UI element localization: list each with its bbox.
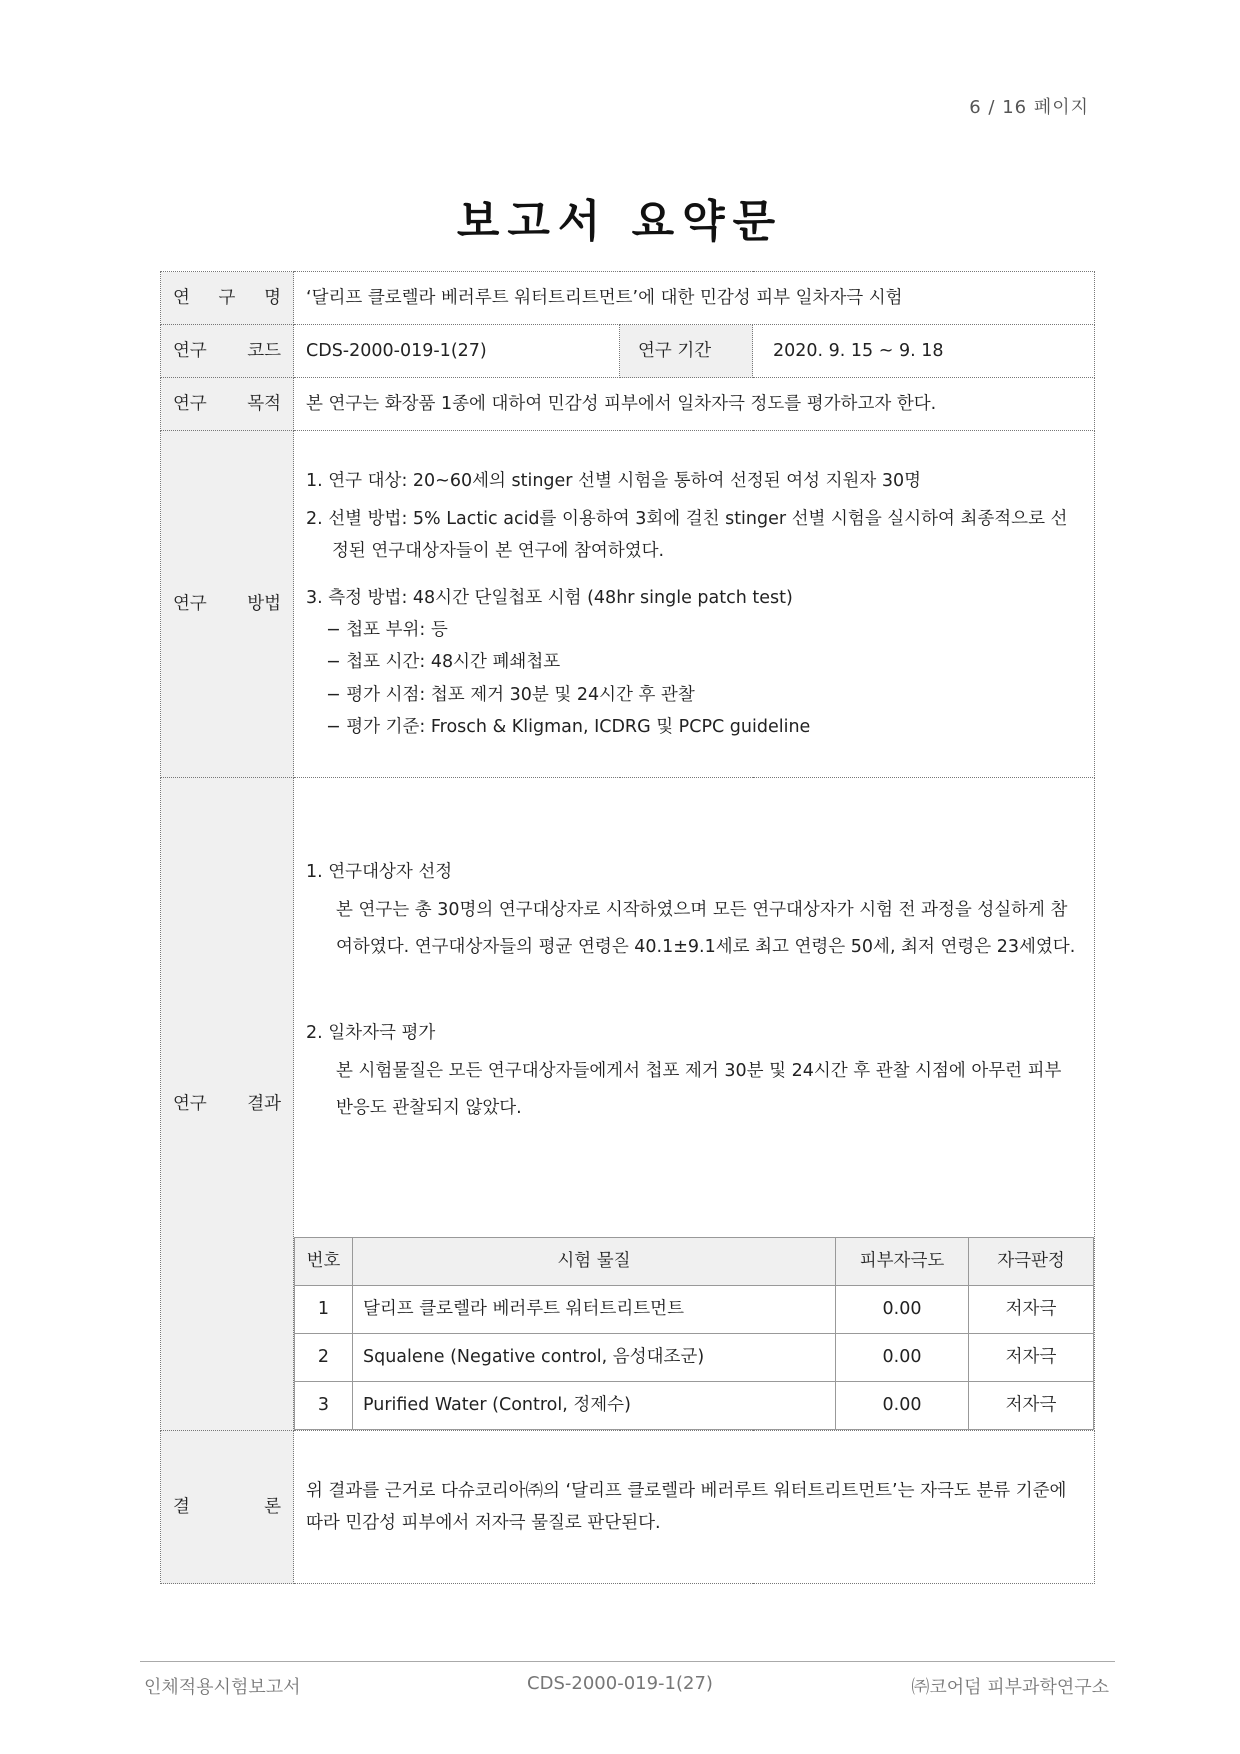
- conclusion: 위 결과를 근거로 다슈코리아㈜의 ‘달리프 클로렐라 베러루트 워터트리트먼트’는 자극도 분류 기준에 따라 민감성 피부에서 저자극 물질로 판단된다.: [294, 1431, 1095, 1584]
- cell-material: 달리프 클로렐라 베러루트 워터트리트먼트: [353, 1286, 836, 1334]
- cell-number: 1: [295, 1286, 353, 1334]
- label-study-period: 연구 기간: [620, 325, 753, 378]
- cell-material: Purified Water (Control, 정제수): [353, 1382, 836, 1430]
- method-item-3: 3. 측정 방법: 48시간 단일첩포 시험 (48hr single patch test): [306, 587, 793, 608]
- row-study-code: [161, 325, 1095, 378]
- results-text: [294, 778, 1094, 1237]
- method: [294, 431, 1095, 778]
- row-results: [161, 778, 1095, 1431]
- results: [294, 778, 1095, 1431]
- row-conclusion: [161, 1431, 1095, 1584]
- method-sub-3: − 평가 시점: 첩포 제거 30분 및 24시간 후 관찰: [326, 684, 695, 705]
- cell-judgment: 저자극: [969, 1286, 1094, 1334]
- cell-irritation: 0.00: [836, 1382, 969, 1430]
- table-row: [295, 1334, 1094, 1382]
- cell-number: 2: [295, 1334, 353, 1382]
- method-item-2: 2. 선별 방법: 5% Lactic acid를 이용하여 3회에 걸친 stinger 선별 시험을 실시하여 최종적으로 선정된 연구대상자들이 본 연구에 참여하였다.: [306, 508, 1068, 562]
- label-study-name: 연 구 명: [161, 272, 294, 325]
- row-purpose: [161, 378, 1095, 431]
- row-study-name: [161, 272, 1095, 325]
- row-method: [161, 431, 1095, 778]
- table-row: [295, 1286, 1094, 1334]
- label-conclusion: 결 론: [161, 1431, 294, 1584]
- footer-left: 인체적용시험보고서: [144, 1677, 301, 1698]
- footer-divider: [140, 1661, 1115, 1662]
- result-table: [294, 1237, 1094, 1430]
- table-row: [295, 1382, 1094, 1430]
- header-irritation: 피부자극도: [836, 1238, 969, 1286]
- header-judgment: 자극판정: [969, 1238, 1094, 1286]
- page-title: 보고서 요약문: [456, 196, 784, 247]
- label-results: 연구 결과: [161, 778, 294, 1431]
- result-table-header: [295, 1238, 1094, 1286]
- cell-judgment: 저자극: [969, 1334, 1094, 1382]
- study-period: 2020. 9. 15 ~ 9. 18: [753, 325, 1095, 378]
- cell-material: Squalene (Negative control, 음성대조군): [353, 1334, 836, 1382]
- method-sub-1: − 첩포 부위: 등: [326, 620, 448, 640]
- purpose: 본 연구는 화장품 1종에 대하여 민감성 피부에서 일차자극 정도를 평가하고자 한다.: [294, 378, 1095, 431]
- results-sec1-title: 1. 연구대상자 선정: [306, 862, 453, 882]
- method-sub-2: − 첩포 시간: 48시간 폐쇄첩포: [326, 652, 561, 673]
- cell-irritation: 0.00: [836, 1334, 969, 1382]
- cell-irritation: 0.00: [836, 1286, 969, 1334]
- cell-judgment: 저자극: [969, 1382, 1094, 1430]
- header-material: 시험 물질: [353, 1238, 836, 1286]
- footer-right: ㈜코어덤 피부과학연구소: [911, 1677, 1109, 1698]
- label-purpose: 연구 목적: [161, 378, 294, 431]
- study-name: ‘달리프 클로렐라 베러루트 워터트리트먼트’에 대한 민감성 피부 일차자극 시험: [294, 272, 1095, 325]
- label-method: 연구 방법: [161, 431, 294, 778]
- header-number: 번호: [295, 1238, 353, 1286]
- label-study-code: 연구 코드: [161, 325, 294, 378]
- results-sec2-body: 본 시험물질은 모든 연구대상자들에게서 첩포 제거 30분 및 24시간 후 관찰 시점에 아무런 피부 반응도 관찰되지 않았다.: [336, 1060, 1062, 1119]
- results-sec1-body: 본 연구는 총 30명의 연구대상자로 시작하였으며 모든 연구대상자가 시험 전 과정을 성실하게 참여하였다. 연구대상자들의 평균 연령은 40.1±9.1세로 최고 연령은 50세, 최저 연령은 23세였다.: [336, 899, 1076, 958]
- study-code: CDS-2000-019-1(27): [294, 325, 620, 378]
- summary-table: [160, 271, 1095, 1584]
- method-item-1: 1. 연구 대상: 20~60세의 stinger 선별 시험을 통하여 선정된 여성 지원자 30명: [306, 470, 922, 491]
- method-sub-4: − 평가 기준: Frosch & Kligman, ICDRG 및 PCPC guideline: [326, 717, 811, 738]
- cell-number: 3: [295, 1382, 353, 1430]
- footer-center: CDS-2000-019-1(27): [527, 1673, 713, 1694]
- page-number: 6 / 16 페이지: [969, 97, 1089, 118]
- results-sec2-title: 2. 일차자극 평가: [306, 1022, 436, 1043]
